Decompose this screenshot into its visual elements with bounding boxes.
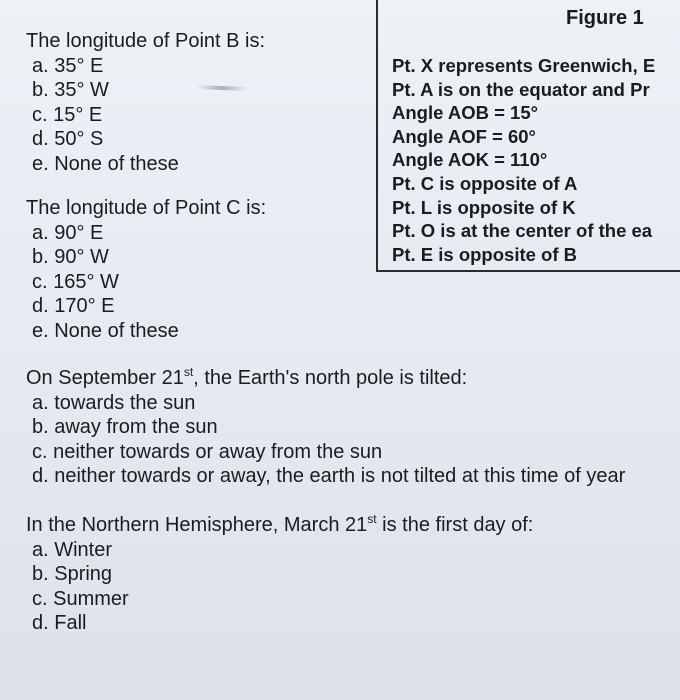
answer-option: d. 50° S xyxy=(32,128,104,150)
answer-option: c. Summer xyxy=(32,587,129,610)
answer-option: c. 165° W xyxy=(32,270,119,293)
question-september-tilt xyxy=(26,366,625,489)
answer-option: c. 15° E xyxy=(32,103,103,126)
question-stem: In the Northern Hemisphere, March 21st is the first day of: xyxy=(26,512,534,536)
answer-option: b. away from the sun xyxy=(32,416,218,438)
figure-line: Pt. L is opposite of K xyxy=(392,196,576,218)
figure-1-box xyxy=(376,0,680,272)
figure-1-text xyxy=(392,54,655,266)
question-stem: The longitude of Point C is: xyxy=(26,197,267,219)
figure-line: Angle AOB = 15° xyxy=(392,102,539,124)
question-longitude-b xyxy=(26,29,265,176)
answer-option: b. 35° W xyxy=(32,79,109,101)
figure-line: Angle AOK = 110° xyxy=(392,149,548,171)
answer-option: d. 170° E xyxy=(32,295,115,317)
answer-option: a. Winter xyxy=(32,538,113,561)
answer-option: d. Fall xyxy=(32,612,87,634)
figure-line: Pt. C is opposite of A xyxy=(392,172,578,194)
answer-option: b. 90° W xyxy=(32,246,109,268)
figure-line: Pt. A is on the equator and Pr xyxy=(392,78,650,100)
answer-option: e. None of these xyxy=(32,319,179,342)
figure-line: Pt. O is at the center of the ea xyxy=(392,220,653,242)
question-stem: The longitude of Point B is: xyxy=(26,30,266,52)
answer-option: c. neither towards or away from the sun xyxy=(32,440,383,463)
answer-option: b. Spring xyxy=(32,563,113,585)
figure-line: Pt. X represents Greenwich, E xyxy=(392,55,656,76)
question-march-season xyxy=(26,513,533,636)
figure-line: Pt. E is opposite of B xyxy=(392,243,578,265)
answer-option: a. 35° E xyxy=(32,54,104,77)
answer-option: e. None of these xyxy=(32,152,179,175)
question-stem: On September 21st, the Earth's north pole is tilted: xyxy=(26,365,468,389)
figure-title: Figure 1 xyxy=(566,7,644,29)
answer-option: a. towards the sun xyxy=(32,391,196,414)
answer-option: a. 90° E xyxy=(32,221,104,244)
answer-option: d. neither towards or away, the earth is not tilted at this time of year xyxy=(32,465,626,487)
figure-line: Angle AOF = 60° xyxy=(392,125,536,147)
question-longitude-c xyxy=(26,196,266,343)
